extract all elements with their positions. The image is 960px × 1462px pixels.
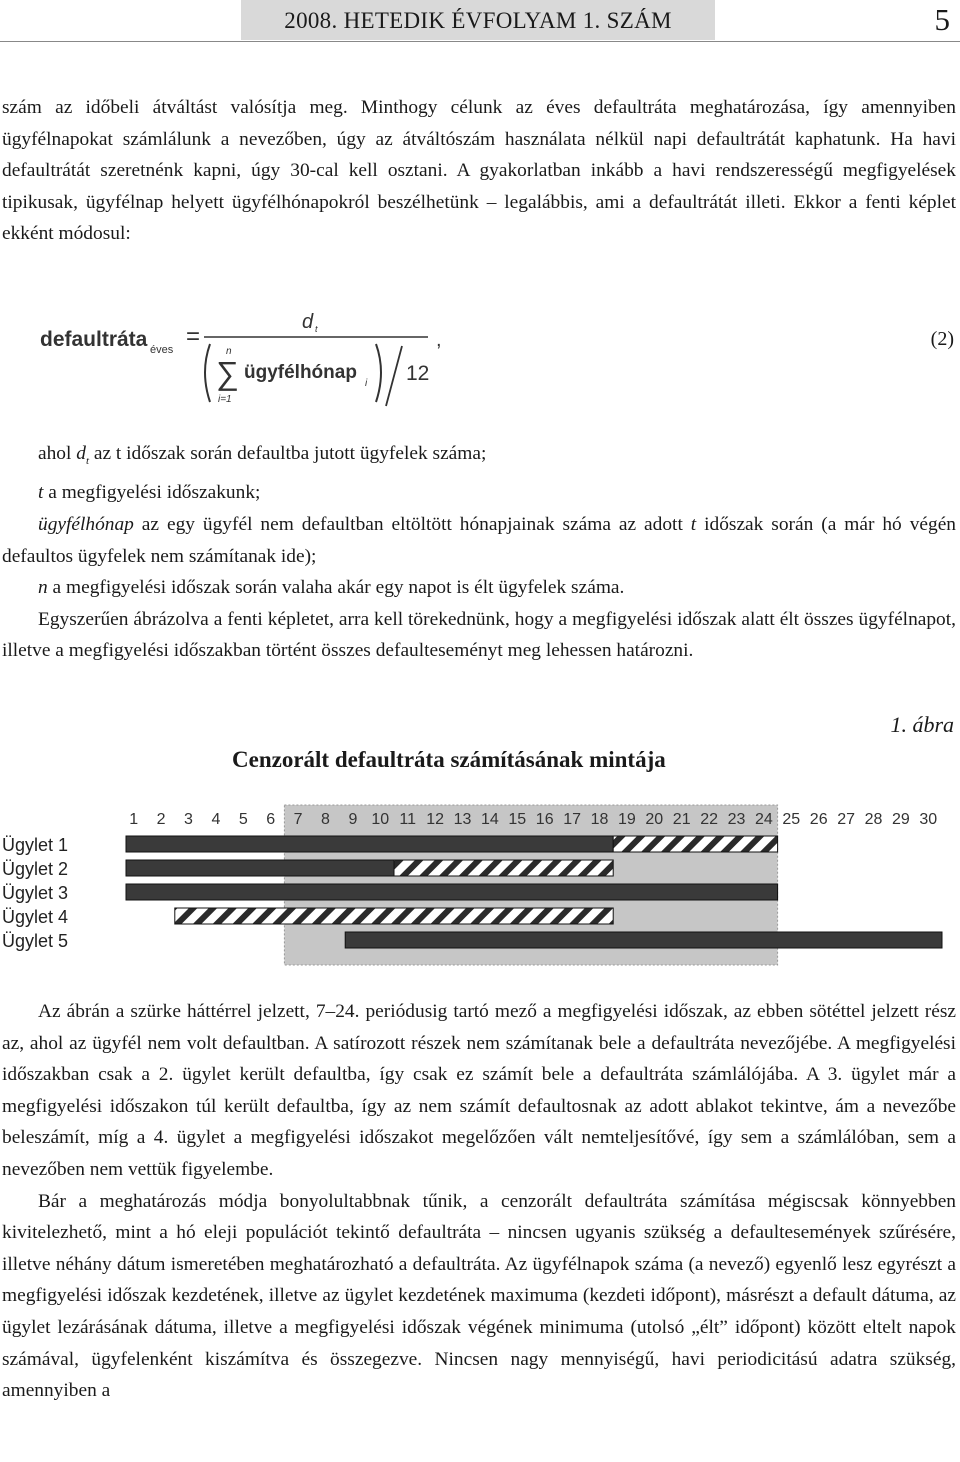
sum-lower: i=1 [218, 394, 232, 405]
period-label: 6 [266, 811, 276, 828]
period-label: 13 [453, 811, 472, 828]
journal-header: 2008. HETEDIK ÉVFOLYAM 1. SZÁM [284, 8, 672, 33]
sum-upper: n [226, 346, 232, 357]
sum-term-sub: i [365, 378, 368, 389]
formula-lhs: defaultráta [40, 328, 148, 351]
period-label: 4 [211, 811, 221, 828]
period-label: 12 [426, 811, 444, 828]
period-label: 15 [508, 811, 527, 828]
figure-label: 1. ábra [890, 712, 954, 737]
period-label: 5 [238, 811, 248, 828]
formula-lhs-sub: éves [150, 344, 174, 356]
paragraph-text: Egyszerűen ábrázolva a fenti képletet, arra kell törekednünk, hogy a megfigyelési időszak alatt élt összes ügyfélnapot, illetve a megfigyelési időszakban történt összes defaulteseményt meg lehessen határozni. [2, 608, 956, 662]
paragraph-text: szám az időbeli átváltást valósítja meg. Minthogy célunk az éves defaultráta meghatározása, így amennyiben ügyfélnapokat számlálunk a nevezőben, úgy az átváltószám használata nélkül napi defaultrátát kaphatunk. Ha havi defaultrátát szeretnénk kapni, úgy 30-cal kell osztani. A gyakorlatban inkább a havi rendszerességű megfigyelések tipikusak, ügyfélnap helyett ügyfélhónapokról beszélhetünk – legalábbis, ami a defaultrátát illeti. Ekkor a fenti képlet ekként módosul: [2, 97, 956, 245]
period-label: 30 [919, 811, 938, 828]
row-label: Ügylet 4 [2, 907, 69, 927]
division-slash [386, 346, 402, 406]
solid-bar [126, 860, 394, 876]
period-label: 3 [184, 811, 193, 828]
period-label: 10 [371, 811, 390, 828]
equation-number: (2) [930, 328, 954, 350]
definition-ugyfelhonap: ügyfélhónap az egy ügyfél nem defaultban eltöltött hónapjainak száma az adott t időszak során (a már hó végén defaultos ügyfelek nem számítanak ide); [2, 514, 956, 567]
formula-numerator: d [302, 311, 314, 333]
period-label: 28 [864, 811, 883, 828]
formula-equals: = [186, 323, 201, 350]
period-label: 8 [321, 811, 330, 828]
page-number: 5 [934, 2, 950, 37]
hatched-bar [175, 908, 613, 924]
row-label: Ügylet 2 [2, 859, 69, 879]
period-label: 16 [535, 811, 554, 828]
period-label: 20 [645, 811, 664, 828]
figure-title: Cenzorált defaultráta számításának mintája [232, 747, 666, 772]
definition-t: t a megfigyelési időszakunk; [38, 482, 261, 504]
right-paren [376, 344, 381, 402]
formula-numerator-sub: t [315, 324, 318, 334]
sum-icon: ∑ [216, 355, 239, 391]
formula [40, 306, 450, 416]
figure-explanation [2, 996, 956, 1407]
period-label: 23 [727, 811, 746, 828]
left-paren [205, 344, 210, 402]
formula-comma: , [436, 329, 442, 351]
intro-paragraph [2, 92, 956, 250]
period-label: 11 [399, 811, 417, 828]
solid-bar [345, 932, 942, 948]
definition-dt: ahol $d_t$ az t időszak során defaultba jutott ügyfelek száma; [38, 443, 487, 467]
period-label: 19 [618, 811, 636, 828]
hatched-bar [394, 860, 613, 876]
paragraph-text: Az ábrán a szürke háttérrel jelzett, 7–24. periódusig tartó mező a megfigyelési időszak, az ebben sötéttel jelzett rész az, ahol az ügyfél nem volt defaultban. A satírozott részek nem számítanak bele a defaultráta nevezőjébe. A megfigyelési időszakban csak a 2. ügylet került defaultba, így csak ez számít bele a defaultráta számlálójába. A 3. ügylet már a megfigyelési időszakon túl került defaultba, így az nem számít defaultosnak az adott ablakot tekintve, ám a nevezőbe beleszámít, míg a 4. ügylet a megfigyelési időszakot megelőzően vált nemteljesítővé, így sem a számlálóban, sem a nevezőben nem vettük figyelembe. [2, 1001, 956, 1180]
paragraph-text: Bár a meghatározás módja bonyolultabbnak tűnik, a cenzorált defaultráta számítása mégiscsak könnyebben kivitelezhető, mint a hó eleji populációt tekintő defaultráta – nincsen ugyanis szükség a defaultesemények szűrésére, illetve néhány dátum ismeretében meghatározható a defaultráta. Az ügyfélnapok száma (a nevező) egyenlő lesz egyrészt a megfigyelési időszak kezdetének, illetve az ügylet kezdetének maximuma (kezdeti időpont), másrészt a default dátuma, az ügylet lezárásának dátuma, illetve a megfigyelési időszak végének minimuma (utolsó „élt” időpont) között eltelt napok számával, ügyfelenként kiszámítva és összegezve. Nincsen nagy mennyiségű, havi periodicitású adatra szükség, amennyiben a [2, 1190, 956, 1402]
period-label: 22 [700, 811, 718, 828]
period-label: 9 [348, 811, 358, 828]
period-label: 21 [672, 811, 691, 828]
definition-n: n a megfigyelési időszak során valaha akár egy napot is élt ügyfelek száma. [38, 577, 625, 599]
period-label: 27 [837, 811, 855, 828]
solid-bar [126, 836, 613, 852]
sum-term: ügyfélhónap [244, 362, 357, 383]
period-label: 1 [129, 811, 139, 828]
definitions [2, 438, 956, 667]
period-label: 29 [892, 811, 910, 828]
solid-bar [126, 884, 778, 900]
hatched-bar [613, 836, 777, 852]
row-label: Ügylet 5 [2, 931, 69, 951]
row-label: Ügylet 3 [2, 883, 69, 903]
formula-divisor: 12 [406, 362, 430, 385]
period-label: 18 [590, 811, 609, 828]
row-label: Ügylet 1 [2, 835, 69, 855]
period-label: 17 [563, 811, 581, 828]
period-label: 14 [481, 811, 499, 828]
period-label: 2 [156, 811, 166, 828]
period-label: 26 [809, 811, 828, 828]
header-rule [0, 41, 960, 42]
period-label: 7 [293, 811, 303, 828]
period-label: 24 [755, 811, 773, 828]
censored-default-chart [0, 800, 960, 970]
period-label: 25 [782, 811, 801, 828]
